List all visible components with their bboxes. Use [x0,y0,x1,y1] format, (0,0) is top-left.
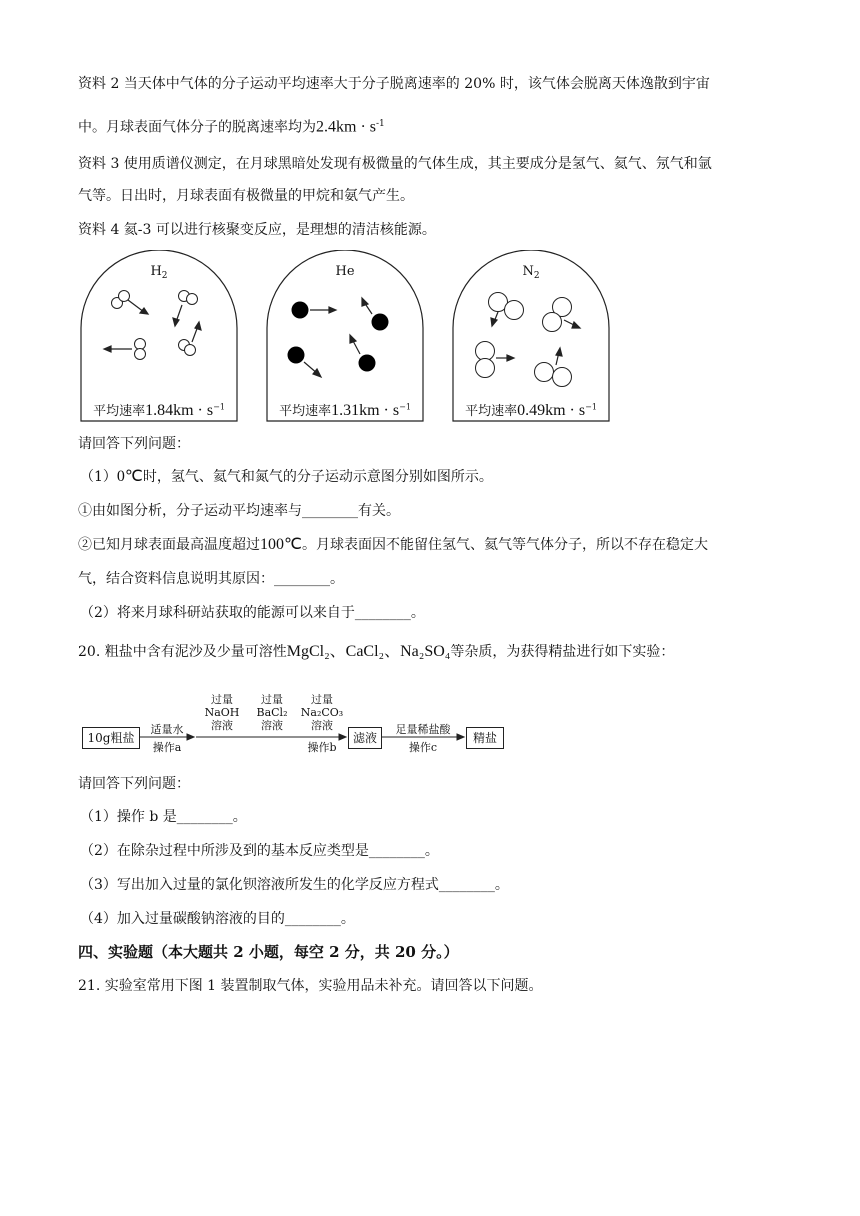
q19-part1a: ①由如图分析，分子运动平均速率与________有关。 [78,503,400,519]
escape-speed-exp: -1 [376,119,385,129]
q20-intro: 20. 粗盐中含有泥沙及少量可溶性MgCl₂、CaCl₂、Na₂SO₄等杂质，为获得精盐进行如下实验： [78,643,675,660]
jar-helium [266,250,424,422]
material3-line1: 资料 3 使用质谱仪测定，在月球黑暗处发现有极微量的气体生成，其主要成分是氢气、氦气、氖气和氩 [78,156,712,172]
flow-filtrate-box: 滤液 [348,727,382,749]
escape-speed-value: 2.4km · s [316,118,376,136]
he-atoms [288,302,389,372]
q19-part1: （1）0℃时，氢气、氦气和氮气的分子运动示意图分别如图所示。 [80,468,493,485]
q19-part1b: ②已知月球表面最高温度超过100℃。月球表面因不能留住氢气、氦气等气体分子，所以不存在稳定大 [78,536,708,553]
temp-100: 100℃ [260,536,302,553]
material3-line2: 气等。日出时，月球表面有极微量的甲烷和氨气产生。 [78,188,414,204]
material2-line2-prefix: 中。月球表面气体分子的脱离速率均为 [78,119,316,136]
material2-line2 [78,114,385,138]
flow-step3-top: 足量稀盐酸 [395,723,451,736]
jar-speed-h2: 平均速率$1.84km \cdot s^{-1}$ [93,402,225,419]
jar-label-he: He [335,264,355,279]
flow-reagent-na2co3: 过量 Na₂CO₃ 溶液 [300,693,344,732]
q20-q4: （4）加入过量碳酸钠溶液的目的________。 [80,911,355,927]
q19-part2: （2）将来月球科研站获取的能源可以来自于________。 [80,605,425,621]
jar-speed-n2: 平均速率$0.49km \cdot s^{-1}$ [465,402,597,419]
flow-reagent-naoh: 过量 NaOH 溶液 [204,693,240,732]
section4-heading: 四、实验题（本大题共 2 小题，每空 2 分，共 20 分。） [78,943,459,961]
n2-molecules [476,293,572,387]
flow-end-box: 精盐 [466,727,504,749]
flow-step1-bottom: 操作a [152,741,182,754]
flow-step2-bottom: 操作b [307,741,337,754]
flow-start-box: 10g粗盐 [82,727,140,749]
q20-q1: （1）操作 b 是________。 [80,809,247,825]
q21-intro: 21. 实验室常用下图 1 装置制取气体，实验用品未补充。请回答以下问题。 [78,978,543,994]
jar-hydrogen [80,250,238,422]
jar-speed-he: 平均速率$1.31km \cdot s^{-1}$ [279,402,411,419]
impurity-formulas: MgCl₂、CaCl₂、Na₂SO₄ [286,643,451,660]
q20-q2: （2）在除杂过程中所涉及到的基本反应类型是________。 [80,843,439,859]
velocity-arrows [491,312,580,365]
flow-step3-bottom: 操作c [408,741,438,754]
jar-nitrogen [452,250,610,422]
q19-prompt: 请回答下列问题： [78,436,190,452]
flow-step1-top: 适量水 [150,723,184,736]
q20-prompt: 请回答下列问题： [78,776,190,792]
q20-q3: （3）写出加入过量的氯化钡溶液所发生的化学反应方程式________。 [80,877,509,893]
temp-zero: 0℃ [116,468,143,485]
salt-purification-flowchart [80,685,510,760]
material4: 资料 4 氦-3 可以进行核聚变反应，是理想的清洁核能源。 [78,222,436,238]
jar-label-n2: $N_2$ [522,264,540,281]
material2-line1: 资料 2 当天体中气体的分子运动平均速率大于分子脱离速率的 20% 时，该气体会脱离天体逸散到宇宙 [78,76,710,92]
flow-reagent-bacl2: 过量 BaCl₂ 溶液 [256,693,288,732]
jar-label-h2: $H_2$ [150,264,168,281]
q19-part1b-line2: 气，结合资料信息说明其原因：________。 [78,571,344,587]
